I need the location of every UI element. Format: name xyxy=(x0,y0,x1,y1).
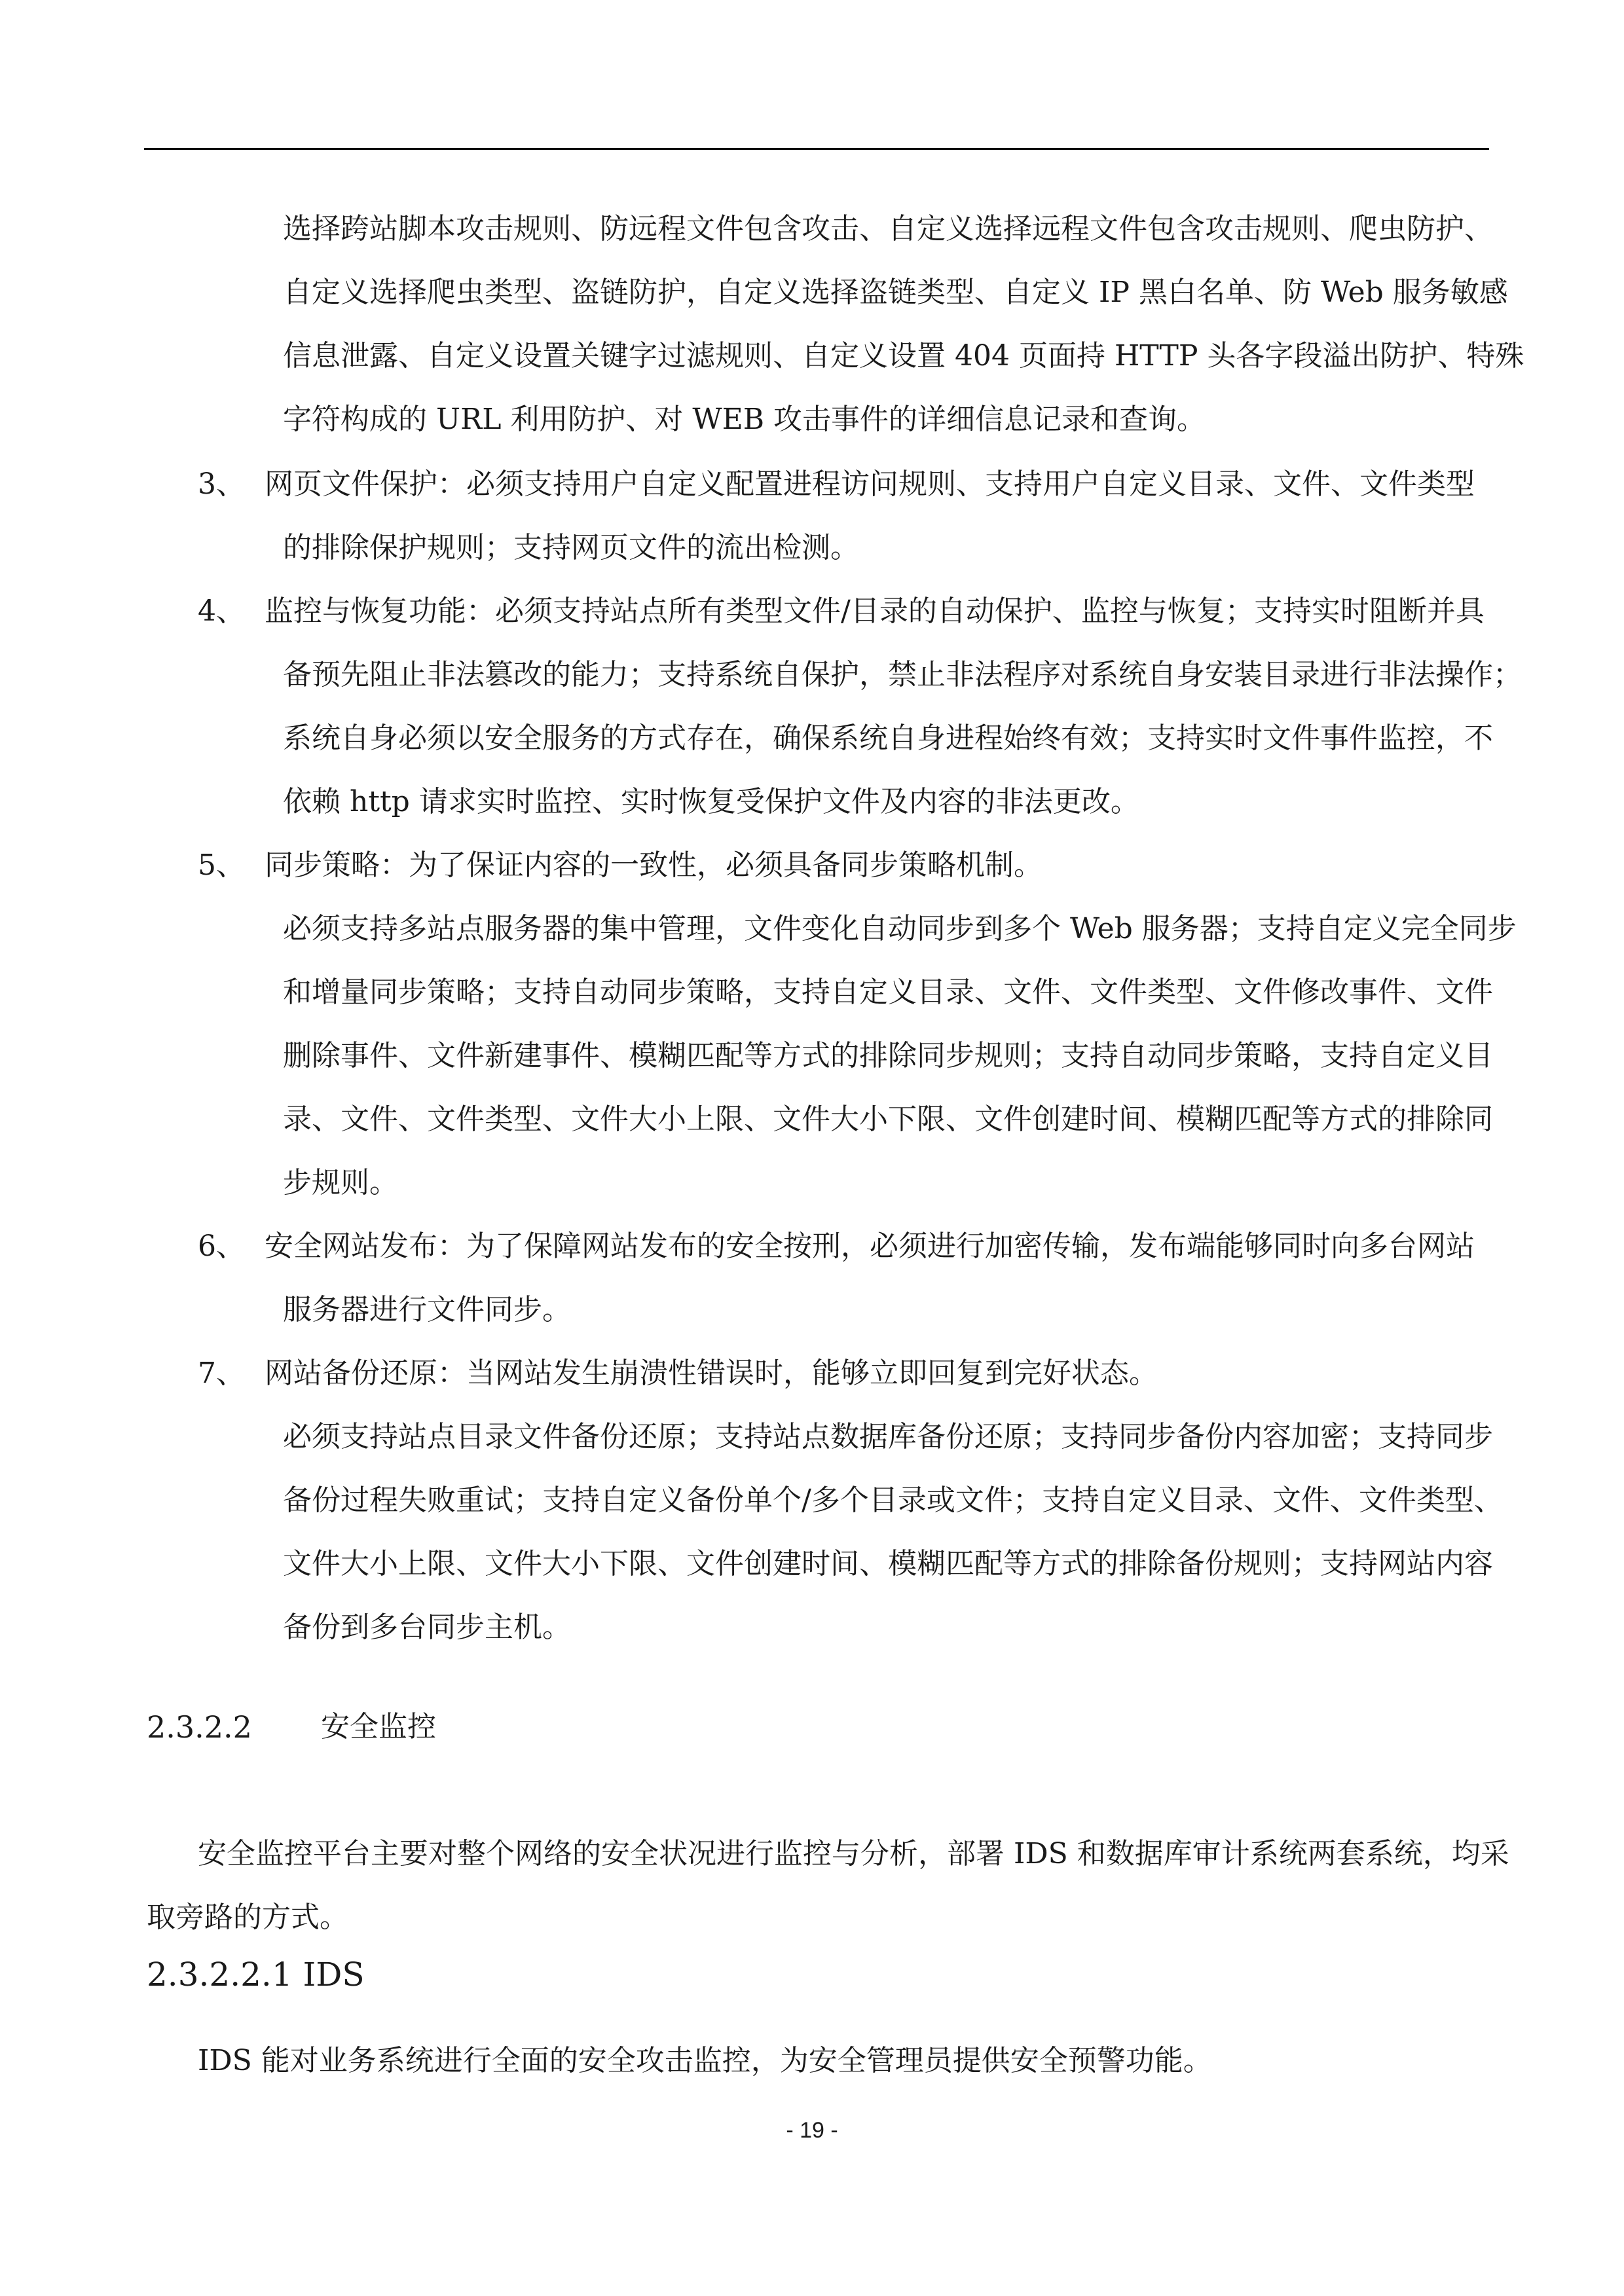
list-item-line: 系统自身必须以安全服务的方式存在，确保系统自身进程始终有效；支持实时文件事件监控，不 xyxy=(283,721,1493,755)
subsection-paragraph: IDS 能对业务系统进行全面的安全攻击监控，为安全管理员提供安全预警功能。 xyxy=(198,2044,1212,2077)
list-item-number: 6、 xyxy=(198,1230,245,1263)
list-item-line: 安全网站发布：为了保障网站发布的安全按刑，必须进行加密传输，发布端能够同时向多台网站 xyxy=(265,1230,1475,1263)
list-item-line: 网页文件保护：必须支持用户自定义配置进程访问规则、支持用户自定义目录、文件、文件类型 xyxy=(265,467,1475,501)
list-item-line: 服务器进行文件同步。 xyxy=(283,1293,571,1326)
list-item-line: 录、文件、文件类型、文件大小上限、文件大小下限、文件创建时间、模糊匹配等方式的排除同 xyxy=(283,1102,1493,1136)
list-item-line: 文件大小上限、文件大小下限、文件创建时间、模糊匹配等方式的排除备份规则；支持网站内容 xyxy=(283,1547,1493,1580)
list-item-line: 必须支持多站点服务器的集中管理，文件变化自动同步到多个 Web 服务器；支持自定义完全同步 xyxy=(283,912,1517,945)
section-number: 2.3.2.2 xyxy=(147,1709,252,1745)
list-item-line: 备份到多台同步主机。 xyxy=(283,1611,571,1644)
list-item-line: 备预先阻止非法篡改的能力；支持系统自保护，禁止非法程序对系统自身安装目录进行非法操作； xyxy=(283,658,1522,691)
list-item-line: 监控与恢复功能：必须支持站点所有类型文件/目录的自动保护、监控与恢复；支持实时阻断并具 xyxy=(265,594,1485,628)
header-rule xyxy=(144,148,1489,150)
body-line: 自定义选择爬虫类型、盗链防护，自定义选择盗链类型、自定义 IP 黑白名单、防 Web 服务敏感 xyxy=(283,276,1508,309)
body-line: 字符构成的 URL 利用防护、对 WEB 攻击事件的详细信息记录和查询。 xyxy=(283,403,1206,436)
list-item-line: 删除事件、文件新建事件、模糊匹配等方式的排除同步规则；支持自动同步策略，支持自定义目 xyxy=(283,1039,1493,1072)
section-title: 安全监控 xyxy=(321,1710,436,1743)
body-line: 选择跨站脚本攻击规则、防远程文件包含攻击、自定义选择远程文件包含攻击规则、爬虫防护、 xyxy=(283,212,1493,246)
list-item-line: 网站备份还原：当网站发生崩溃性错误时，能够立即回复到完好状态。 xyxy=(265,1357,1158,1390)
list-item-line: 备份过程失败重试；支持自定义备份单个/多个目录或文件；支持自定义目录、文件、文件类型、 xyxy=(283,1484,1503,1517)
list-item-number: 3、 xyxy=(198,467,245,501)
section-paragraph-line: 取旁路的方式。 xyxy=(147,1901,348,1934)
list-item-number: 5、 xyxy=(198,848,245,882)
section-paragraph-line: 安全监控平台主要对整个网络的安全状况进行监控与分析，部署 IDS 和数据库审计系统两套系统，均采 xyxy=(198,1837,1509,1870)
list-item-line: 和增量同步策略；支持自动同步策略，支持自定义目录、文件、文件类型、文件修改事件、文件 xyxy=(283,975,1493,1009)
list-item-number: 7、 xyxy=(198,1357,245,1390)
list-item-line: 依赖 http 请求实时监控、实时恢复受保护文件及内容的非法更改。 xyxy=(283,785,1139,818)
subsection-heading: 2.3.2.2.1 IDS xyxy=(147,1956,365,1994)
list-item-line: 同步策略：为了保证内容的一致性，必须具备同步策略机制。 xyxy=(265,848,1043,882)
page-number: - 19 - xyxy=(786,2118,838,2143)
body-line: 信息泄露、自定义设置关键字过滤规则、自定义设置 404 页面持 HTTP 头各字段溢出防护、特殊 xyxy=(283,339,1524,373)
list-item-number: 4、 xyxy=(198,594,245,628)
list-item-line: 必须支持站点目录文件备份还原；支持站点数据库备份还原；支持同步备份内容加密；支持同步 xyxy=(283,1420,1493,1453)
list-item-line: 的排除保护规则；支持网页文件的流出检测。 xyxy=(283,531,859,564)
list-item-line: 步规则。 xyxy=(283,1166,398,1199)
